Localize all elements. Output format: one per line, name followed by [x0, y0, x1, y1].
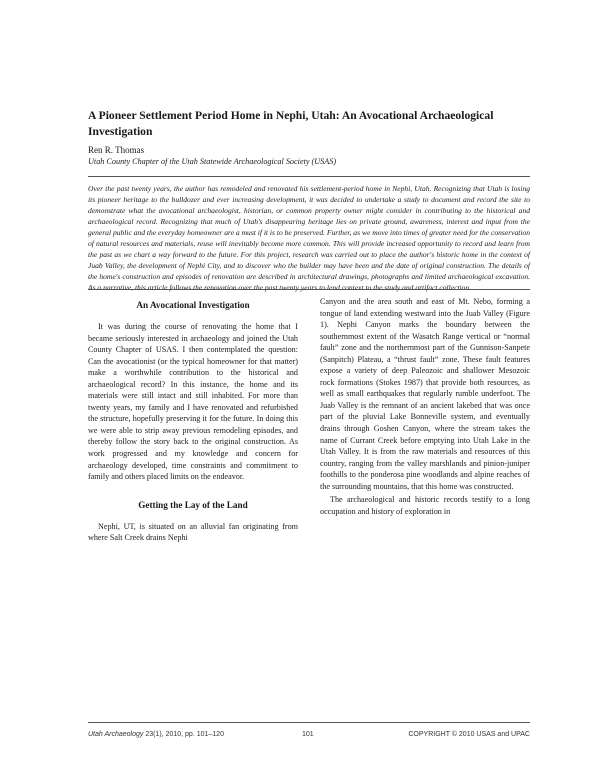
journal-name: Utah Archaeology — [88, 731, 144, 738]
body-paragraph: Canyon and the area south and east of Mt. Nebo, forming a tongue of land extending westward into the Juab Valley (Figure 1). Nephi Canyon marks the boundary between the southernmost extent of the Wasatch Range vertical or “normal fault” zone and the northernmost part of the Gunnison-Sanpete (Sanpitch) Plateau, a “thrust fault” zone. These fault features expose a variety of deep Paleozoic and shallower Mesozoic rock formations (Stokes 1987) that provide both resources, as well as small earthquakes that regularly rumble underfoot. The Juab Valley is the remnant of an ancient lakebed that was once part of the pluvial Lake Bonneville system, and eventually drains through Goshen Canyon, where the stream takes the name of Currant Creek before emptying into Utah Lake in the Utah Valley. It is from the raw materials and resources of this country, ranging from the valley marshlands and pinion-juniper foothills to the ponderosa pine woodlands and alpine reaches of the surrounding mountains, that this home was constructed. — [320, 297, 530, 491]
left-column — [88, 299, 298, 544]
abstract-top-rule — [88, 176, 530, 177]
copyright-notice: COPYRIGHT © 2010 USAS and UPAC — [408, 731, 530, 738]
footer-rule — [88, 722, 530, 723]
right-column — [320, 296, 530, 517]
author-affiliation: Utah County Chapter of the Utah Statewide Archaeological Society (USAS) — [88, 157, 337, 166]
journal-citation — [88, 730, 224, 739]
section-heading: Getting the Lay of the Land — [138, 499, 248, 510]
abstract-bottom-rule — [88, 289, 530, 290]
journal-volume-pages: 23(1), 2010, pp. 101–120 — [143, 731, 224, 738]
body-paragraph: Nephi, UT, is situated on an alluvial fan originating from where Salt Creek drains Nephi — [88, 521, 298, 543]
abstract: Over the past twenty years, the author has remodeled and renovated his settlement-period home in Nephi, Utah. Recognizing that Utah is losing its pioneer heritage to the bulldozer and ever increasing development, it was decided to undertake a study to document and record the site to demonstrate what the avocational archaeologist, historian, or common property owner might consider in contributing to the historical and archaeological record. Recognizing that much of Utah's disappearing heritage lies on private ground, awareness, interest and input from the general public and the everyday homeowner are a must if it is to be preserved. Further, as we move into times of greater need for the conservation of natural resources and materials, reuse will inevitably become more common. This will provide increased opportunity to record and learn from the past as we chart a way forward to the future. For this project, research was carried out to place the author's historic home in the context of Juab Valley, the development of Nephi City, and to discover who the builder may have been and the date of original construction. The details of the home's construction and episodes of renovation are described in architectural drawings, photographs and limited archaeological excavation. As a narrative, this article follows the renovation over the past twenty years to lend context to the study and artifact collection. — [88, 184, 530, 292]
body-paragraph: It was during the course of renovating the home that I became seriously interested in archaeology and joined the Utah County Chapter of USAS. I then contemplated the question: Can the avocationist (or the typical homeowner for that matter) make a worthwhile contribution to the historical and archaeological record? In this instance, the home and its materials were still intact and still inhabited. For more than twenty years, my family and I have renovated and refurbished the structure, hopefully preserving it for the future. In doing this we were able to strip away previous remodeling episodes, and thereby follow the story back to the original construction. As work progressed and my knowledge and concern for archaeology developed, time constraints and commitment to family and others placed limits on the endeavor. — [88, 322, 298, 482]
author-name: Ren R. Thomas — [88, 145, 145, 155]
page-number: 101 — [302, 731, 314, 738]
section-heading: An Avocational Investigation — [136, 300, 250, 310]
paper-title: A Pioneer Settlement Period Home in Nephi, Utah: An Avocational Archaeological Investigation — [88, 109, 494, 138]
body-paragraph: The archaeological and historic records testify to a long occupation and history of exploration in — [320, 495, 530, 516]
